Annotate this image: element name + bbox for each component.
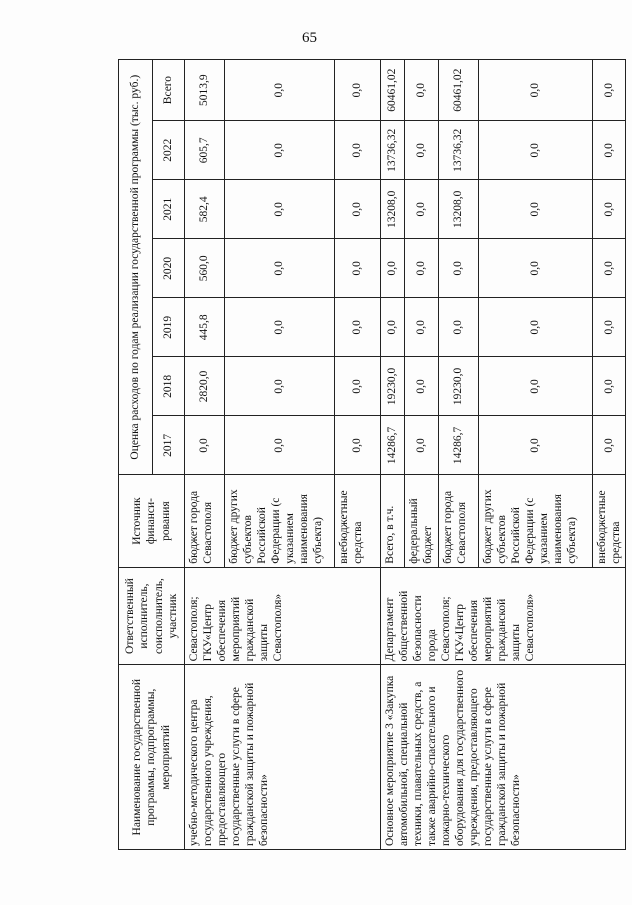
block1-row2-v2021: 0,0 <box>225 180 335 239</box>
block2-row2-v2020: 0,0 <box>405 239 439 298</box>
block1-row3-v2017: 0,0 <box>335 416 381 475</box>
block2-row5-v2020: 0,0 <box>593 239 626 298</box>
block1-row1-v2021: 582,4 <box>185 180 225 239</box>
block2-row1-v2021: 13208,0 <box>381 180 405 239</box>
block2-row3-v2020: 0,0 <box>439 239 479 298</box>
table-row <box>381 60 405 850</box>
block2-row2-v2019: 0,0 <box>405 298 439 357</box>
block1-row1-v2017: 0,0 <box>185 416 225 475</box>
block1-responsible: Севастополя; ГКУ«Центр обеспечения мероприятий гражданской защиты Севастополя» <box>185 567 381 665</box>
block2-row3-v2018: 19230,0 <box>439 357 479 416</box>
header-estimate: Оценка расходов по годам реализации государственной программы (тыс. руб.) <box>119 60 153 475</box>
header-year-2017: 2017 <box>153 416 185 475</box>
block2-row3-v2022: 13736,32 <box>439 121 479 180</box>
header-source: Источник финанси-рования <box>119 475 185 567</box>
block2-row2-v2018: 0,0 <box>405 357 439 416</box>
block1-row1-v2020: 560,0 <box>185 239 225 298</box>
block2-row5-v2018: 0,0 <box>593 357 626 416</box>
block2-responsible: Департамент общественной безопасности города Севастополя; ГКУ«Центр обеспечения мероприятий гражданской защиты Севастополя» <box>381 567 626 665</box>
block1-row2-v2018: 0,0 <box>225 357 335 416</box>
block2-row4-v2021: 0,0 <box>479 180 593 239</box>
block1-row2-source: бюджет других субъектов Российской Федерации (с указанием наименования субъекта) <box>225 475 335 567</box>
header-year-2018: 2018 <box>153 357 185 416</box>
block2-row1-total: 60461,02 <box>381 60 405 121</box>
block2-row4-total: 0,0 <box>479 60 593 121</box>
block2-row4-v2022: 0,0 <box>479 121 593 180</box>
block2-row1-v2020: 0,0 <box>381 239 405 298</box>
block1-row3-total: 0,0 <box>335 60 381 121</box>
block1-row3-v2020: 0,0 <box>335 239 381 298</box>
block2-row1-source: Всего, в т.ч. <box>381 475 405 567</box>
block2-row1-v2018: 19230,0 <box>381 357 405 416</box>
header-responsible: Ответственный исполнитель, соисполнитель, участник <box>119 567 185 665</box>
block1-row1-v2022: 605,7 <box>185 121 225 180</box>
block2-row3-v2019: 0,0 <box>439 298 479 357</box>
block1-row2-v2022: 0,0 <box>225 121 335 180</box>
block2-row2-v2022: 0,0 <box>405 121 439 180</box>
header-year-2019: 2019 <box>153 298 185 357</box>
block2-row5-v2021: 0,0 <box>593 180 626 239</box>
block2-row5-total: 0,0 <box>593 60 626 121</box>
block2-row1-v2017: 14286,7 <box>381 416 405 475</box>
header-year-2021: 2021 <box>153 180 185 239</box>
block1-row2-v2019: 0,0 <box>225 298 335 357</box>
block1-row3-v2021: 0,0 <box>335 180 381 239</box>
block1-row1-total: 5013,9 <box>185 60 225 121</box>
block2-row2-v2021: 0,0 <box>405 180 439 239</box>
block2-row3-source: бюджет города Севастополя <box>439 475 479 567</box>
block1-row2-v2017: 0,0 <box>225 416 335 475</box>
block2-row4-v2017: 0,0 <box>479 416 593 475</box>
table-row <box>185 60 225 850</box>
block2-row4-source: бюджет других субъектов Российской Федерации (с указанием наименования субъекта) <box>479 475 593 567</box>
block1-row1-v2019: 445,8 <box>185 298 225 357</box>
block1-row2-v2020: 0,0 <box>225 239 335 298</box>
block1-row3-v2019: 0,0 <box>335 298 381 357</box>
block1-name: учебно-методического центра государственного учреждения, предоставляющего государственные услуги в сфере гражданской защиты и пожарной безопасности» <box>185 665 381 850</box>
block1-row2-total: 0,0 <box>225 60 335 121</box>
block2-row5-v2022: 0,0 <box>593 121 626 180</box>
block2-row2-total: 0,0 <box>405 60 439 121</box>
block2-row5-v2017: 0,0 <box>593 416 626 475</box>
block2-row3-total: 60461,02 <box>439 60 479 121</box>
block2-row4-v2020: 0,0 <box>479 239 593 298</box>
budget-table <box>118 59 626 850</box>
block1-row1-source: бюджет города Севастополя <box>185 475 225 567</box>
block2-row1-v2022: 13736,32 <box>381 121 405 180</box>
block1-row3-v2018: 0,0 <box>335 357 381 416</box>
header-total: Всего <box>153 60 185 121</box>
budget-table-rotated <box>118 59 623 850</box>
header-year-2020: 2020 <box>153 239 185 298</box>
block1-row1-v2018: 2820,0 <box>185 357 225 416</box>
block2-row3-v2021: 13208,0 <box>439 180 479 239</box>
block2-row3-v2017: 14286,7 <box>439 416 479 475</box>
block2-row1-v2019: 0,0 <box>381 298 405 357</box>
page-number: 65 <box>302 30 317 46</box>
header-name: Наименование государственной программы, подпрограммы, мероприятий <box>119 665 185 850</box>
block2-row4-v2018: 0,0 <box>479 357 593 416</box>
block2-name: Основное мероприятие 3 «Закупка автомобильной, специальной техники, плавательных средств, а также аварийно-спасательного и пожарно-технического оборудования для государственного учреждения, предоставляющего государственные услуги в сфере гражданской защиты и пожарной безопасности» <box>381 665 626 850</box>
block1-row3-source: внебюджетные средства <box>335 475 381 567</box>
block2-row2-v2017: 0,0 <box>405 416 439 475</box>
block2-row5-source: внебюджетные средства <box>593 475 626 567</box>
block2-row5-v2019: 0,0 <box>593 298 626 357</box>
block1-row3-v2022: 0,0 <box>335 121 381 180</box>
header-year-2022: 2022 <box>153 121 185 180</box>
block2-row2-source: федеральный бюджет <box>405 475 439 567</box>
block2-row4-v2019: 0,0 <box>479 298 593 357</box>
